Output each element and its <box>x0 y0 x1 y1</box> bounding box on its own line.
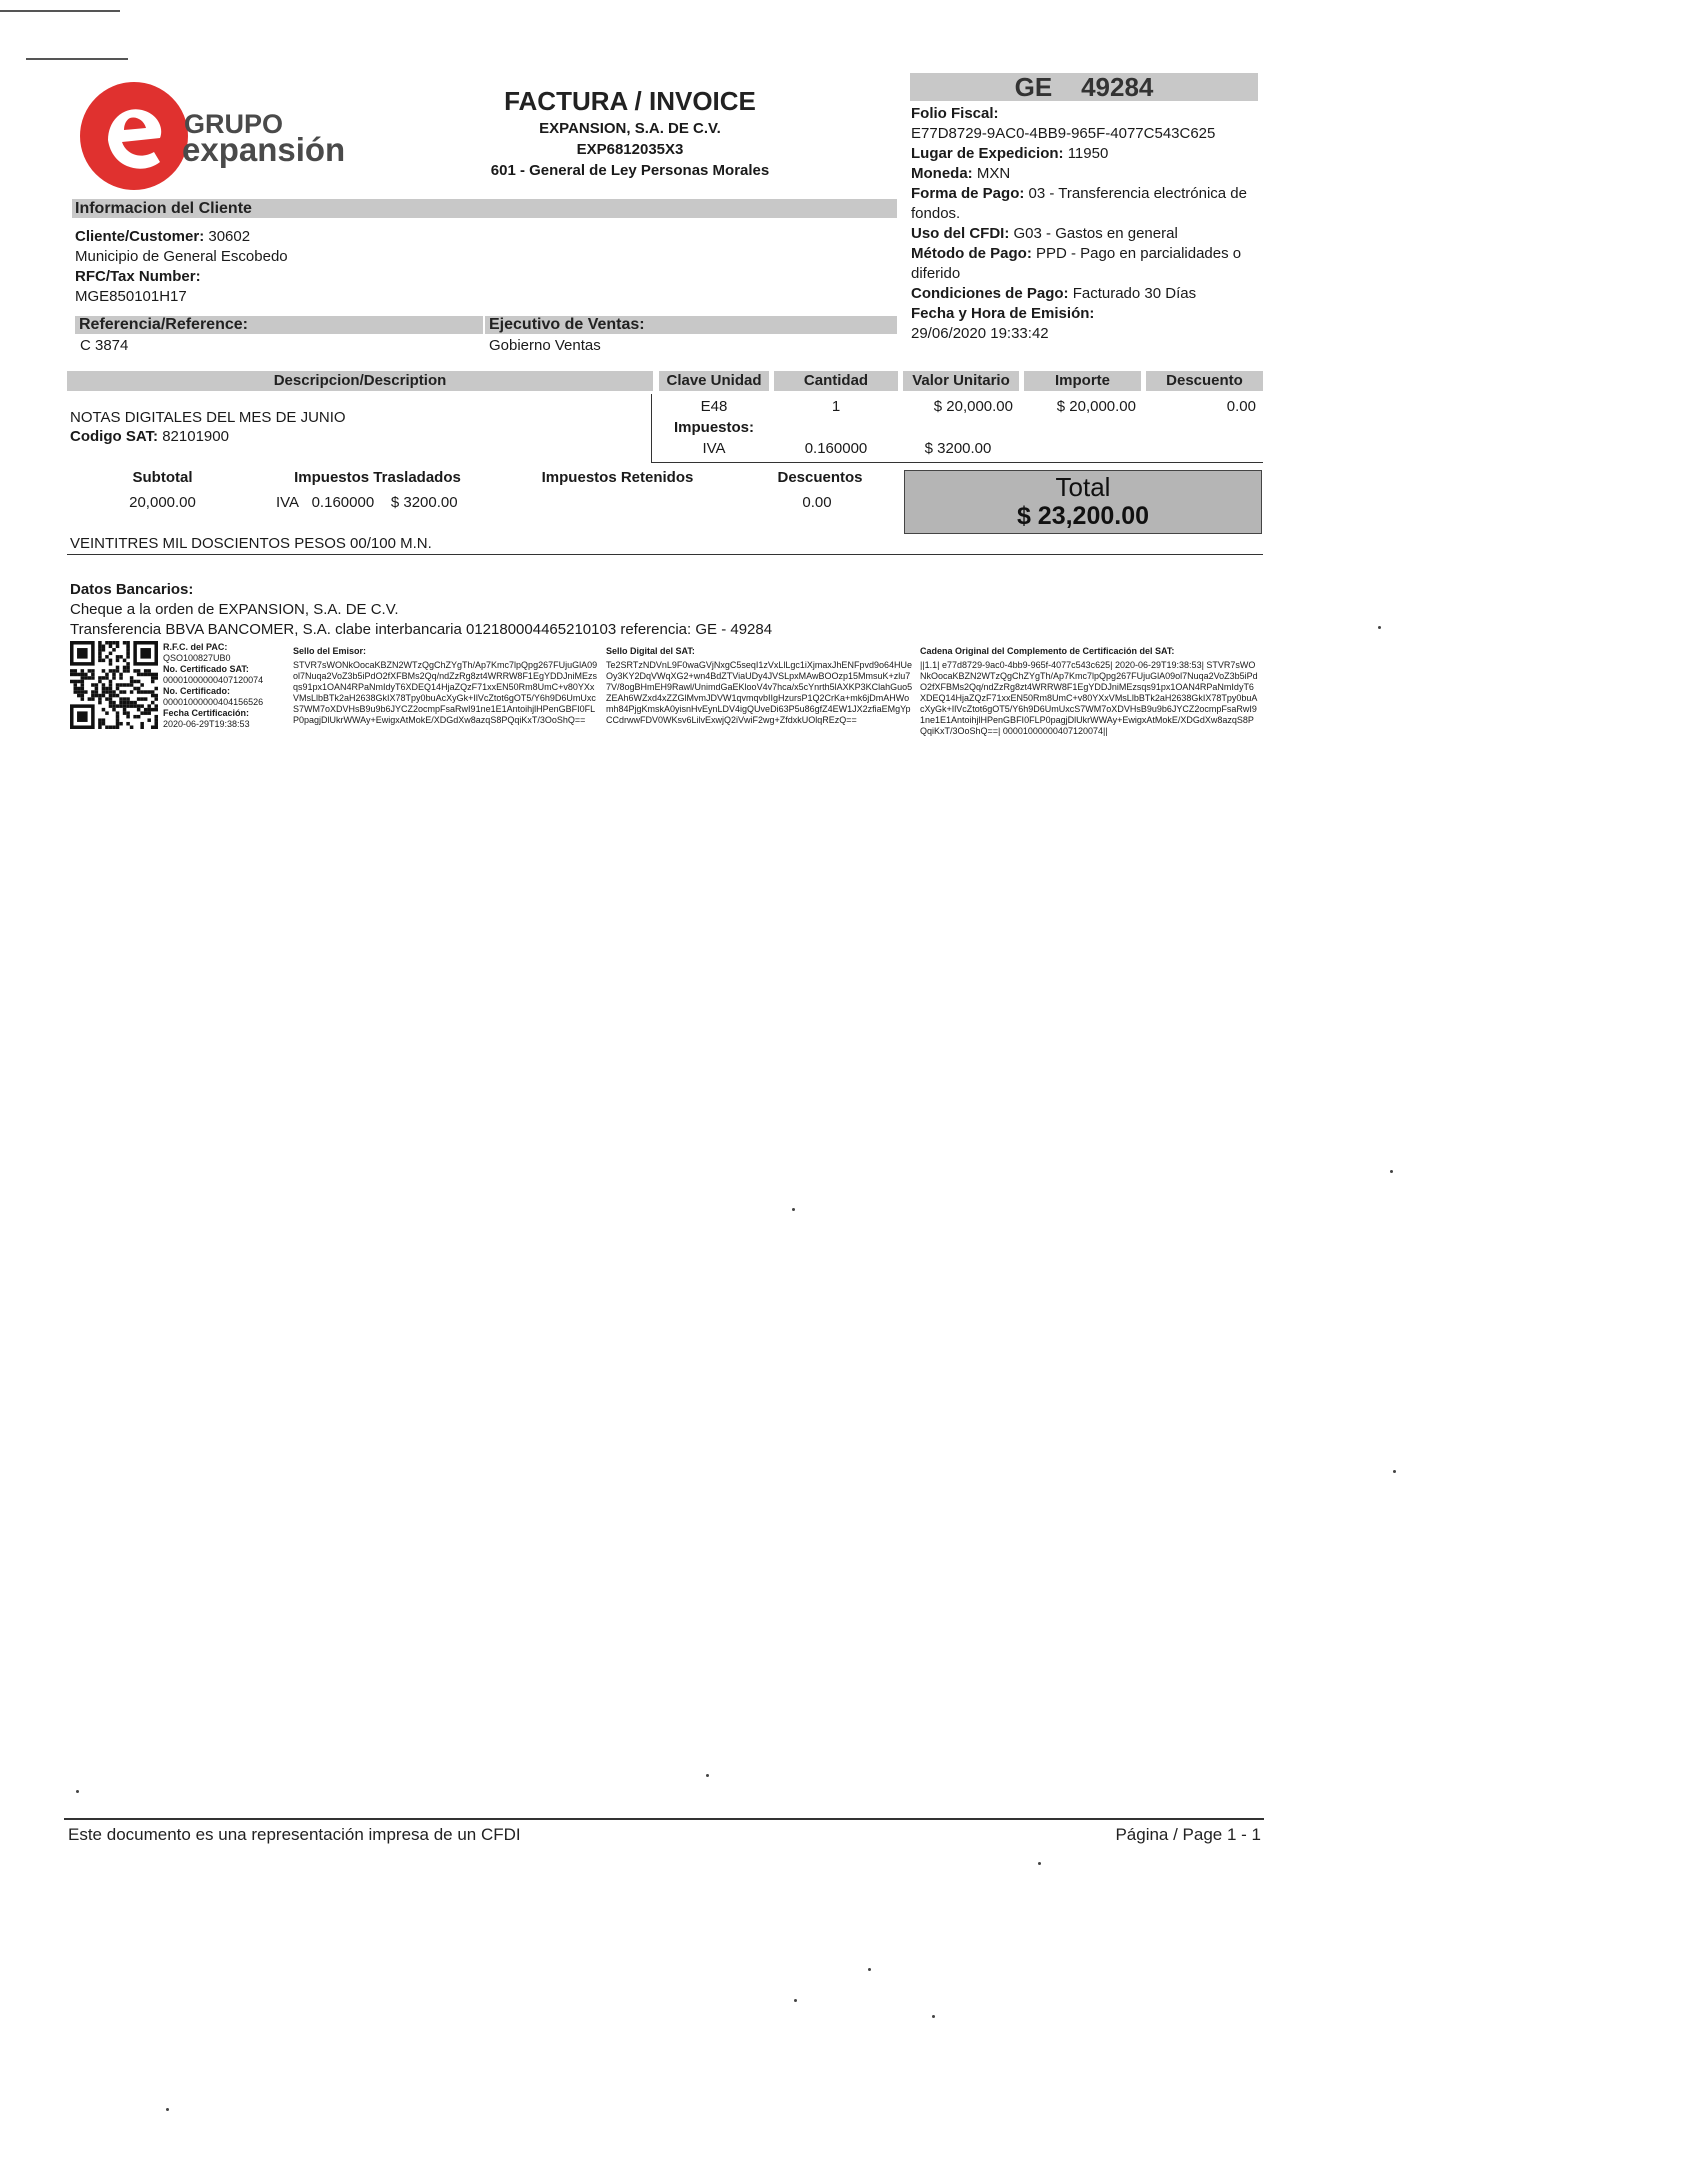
folio-number-bar <box>910 73 1258 101</box>
brand-name-line2: expansión <box>182 131 346 168</box>
bank-label: Datos Bancarios: <box>70 581 194 598</box>
subtotal-label: Subtotal <box>132 469 193 486</box>
moneda-label: Moneda: <box>911 165 973 182</box>
trasladado-importe: $ 3200.00 <box>390 494 458 511</box>
total-box <box>904 470 1262 534</box>
fiscal-details <box>911 104 1256 344</box>
cliente-details <box>75 227 495 307</box>
descuentos-value: 0.00 <box>802 494 832 511</box>
retenidos-label: Impuestos Retenidos <box>541 469 694 486</box>
cadena-original-value: ||1.1| e77d8729-9ac0-4bb9-965f-4077c543c625| 2020-06-29T19:38:53| STVR7sWONkOocaKBZN2WTzQgChZYgTh/Ap7Kmc7lpQpg267FUjuGlA09ol7Nuqa2VoZ3b5iPdO2fXFBMs2Qq/ndZzRg8zt4WRRW8F1EgYDDJniMEzsqs91px1OAN4RPaNmIdyT6XDEQ14HjaZQzF71xxEN50Rm8UmC+v80YXxVMsLlbBTk2aH2638GkIX78Tpy0buAcXyGk+IlVcZtot6gOT5/Y6h9D6UmUxcS7WM7oXDVHsB9u9b6JYCZ2ocmpFsaRwI91ne1E1AntoihjlHPenGBFI0FLP0pagjDlUkrWWAy+EwigxAtMokE/XDGdXw8azqS8PQqiKxT/3OoShQ==| 00001000000407120074|| <box>920 660 1258 736</box>
referencia-header <box>75 316 483 334</box>
cert-sat-value: 00001000000407120074 <box>163 675 264 685</box>
sello-sat-block <box>606 646 913 726</box>
referencia-value: C 3874 <box>80 337 129 354</box>
cadena-original-block <box>920 646 1258 737</box>
folio-series: GE <box>1014 72 1053 102</box>
fecha-cert-value: 2020-06-29T19:38:53 <box>163 719 250 729</box>
trasladado-nombre: IVA <box>276 494 300 511</box>
sello-emisor-block <box>293 646 600 726</box>
item-codigo-sat <box>70 427 229 447</box>
fecha-cert-label: Fecha Certificación: <box>163 708 250 718</box>
folio-number: 49284 <box>1081 72 1154 102</box>
item-impuestos-label: Impuestos: <box>673 419 754 436</box>
fecha-emision-label: Fecha y Hora de Emisión: <box>911 305 1095 322</box>
sello-sat-value: Te2SRTzNDVnL9F0waGVjNxgC5seqI1zVxLlLgc1iXjmaxJhENFpvd9o64HUeOy3KY2DqVWqXG2+wn4BdZTViaUDy4JVSLpxMAwBOOzp15MmsuK+zlu77V/8ogBHmEH9Rawl/UnimdGaEKlooV4v7hca/x5cYnrth5lAXKP3KClahGuo5ZEAh6WZxd4xZZGlMvmJDVW1qvmqvbIIgHzursP1Q2CrKa+mk6jDmAHWomh84PjgKmskA0yisnHvEynLDV4igQUveDi63P5u86gfZ4EW1JX2zfiaEMgYpCCdrwwFDV0WKsv6LilvExwjQ2iVwiF2wg+ZfdxkUOlqREzQ== <box>606 660 913 725</box>
item-valor-unitario: $ 20,000.00 <box>933 398 1013 415</box>
cliente-section-header <box>72 199 897 218</box>
col-importe: Importe <box>1024 371 1141 391</box>
fecha-emision-value: 29/06/2020 19:33:42 <box>911 325 1049 342</box>
sello-emisor-value: STVR7sWONkOocaKBZN2WTzQgChZYgTh/Ap7Kmc7lpQpg267FUjuGlA09ol7Nuqa2VoZ3b5iPdO2fXFBMs2Qq/ndZzRg8zt4WRRW8F1EgYDDJniMEzsqs91px1OAN4RPaNmIdyT6XDEQ14HjaZQzF71xxEN50Rm8UmC+v80YXxVMsLlbBTk2aH2638GkIX78Tpy0buAcXyGk+IlVcZtot6gOT5/Y6h9D6UmUxcS7WM7oXDVHsB9u9b6JYCZ2ocmpFsaRwI91ne1E1AntoihjlHPenGBFI0FLP0pagjDlUkrWWAy+EwigxAtMokE/XDGdXw8azqS8PQqiKxT/3OoShQ== <box>293 660 598 725</box>
folio-fiscal-label: Folio Fiscal: <box>911 105 999 122</box>
codigo-sat-label: Codigo SAT: <box>70 428 159 445</box>
item-impuesto-importe: $ 3200.00 <box>924 440 992 457</box>
col-valor-unitario: Valor Unitario <box>903 371 1019 391</box>
total-value: $ 23,200.00 <box>1016 502 1150 530</box>
cliente-section-title: Informacion del Cliente <box>75 200 252 217</box>
codigo-sat-value: 82101900 <box>162 428 229 445</box>
total-en-letra: VEINTITRES MIL DOSCIENTOS PESOS 00/100 M.N. <box>70 535 432 552</box>
invoice-title: FACTURA / INVOICE <box>504 86 756 116</box>
sello-sat-label: Sello Digital del SAT: <box>606 646 695 656</box>
ejecutivo-header <box>485 316 897 334</box>
forma-pago-value: 03 - Transferencia electrónica de fondos. <box>911 185 1247 222</box>
uso-cfdi-label: Uso del CFDI: <box>911 225 1010 242</box>
item-clave: E48 <box>700 398 728 415</box>
col-descripcion: Descripcion/Description <box>67 371 653 391</box>
uso-cfdi-value: G03 - Gastos en general <box>1013 225 1178 242</box>
cert-label: No. Certificado: <box>163 686 231 696</box>
trasladado-detalle <box>276 493 506 513</box>
item-descripcion: NOTAS DIGITALES DEL MES DE JUNIO <box>70 409 346 426</box>
col-descuento: Descuento <box>1146 371 1263 391</box>
issuer-regimen: 601 - General de Ley Personas Morales <box>490 162 770 179</box>
moneda-value: MXN <box>976 165 1011 182</box>
item-impuesto-tasa: 0.160000 <box>804 440 868 457</box>
bank-line-2: Transferencia BBVA BANCOMER, S.A. clabe interbancaria 012180004465210103 referencia: GE - 49284 <box>70 621 773 638</box>
metodo-pago-label: Método de Pago: <box>911 245 1032 262</box>
customer-rfc: MGE850101H17 <box>75 288 187 305</box>
issuer-company: EXPANSION, S.A. DE C.V. <box>539 120 721 137</box>
item-impuesto-nombre: IVA <box>702 440 726 457</box>
sello-emisor-label: Sello del Emisor: <box>293 646 367 656</box>
bank-details <box>70 580 1070 640</box>
item-descuento: 0.00 <box>1226 398 1256 415</box>
ejecutivo-value: Gobierno Ventas <box>489 337 601 354</box>
cert-value: 00001000000404156526 <box>163 697 264 707</box>
folio-fiscal-value: E77D8729-9AC0-4BB9-965F-4077C543C625 <box>911 125 1216 142</box>
item-divider <box>651 394 652 462</box>
issuer-rfc: EXP6812035X3 <box>576 141 684 158</box>
referencia-label: Referencia/Reference: <box>79 316 248 333</box>
cert-sat-label: No. Certificado SAT: <box>163 664 249 674</box>
cadena-original-label: Cadena Original del Complemento de Certificación del SAT: <box>920 646 1175 656</box>
grupo-expansion-logo <box>78 80 190 192</box>
lugar-label: Lugar de Expedicion: <box>911 145 1064 162</box>
items-bottom-rule <box>651 462 1263 463</box>
rfc-pac-value: QSO100827UB0 <box>163 653 231 663</box>
footer-page-number: Página / Page 1 - 1 <box>1115 1825 1261 1844</box>
brand-name-line1: GRUPO <box>184 109 284 139</box>
metodo-pago-value: PPD - Pago en parcialidades o diferido <box>911 245 1242 282</box>
lugar-value: 11950 <box>1067 145 1109 162</box>
sat-certification-info <box>163 642 288 730</box>
footer-cfdi-note: Este documento es una representación impresa de un CFDI <box>68 1825 521 1844</box>
condiciones-label: Condiciones de Pago: <box>911 285 1069 302</box>
customer-name: Municipio de General Escobedo <box>75 248 288 265</box>
trasladado-tasa: 0.160000 <box>311 494 375 511</box>
footer-rule <box>64 1818 1264 1820</box>
col-clave-unidad: Clave Unidad <box>659 371 769 391</box>
descuentos-label: Descuentos <box>777 469 863 486</box>
bank-line-1: Cheque a la orden de EXPANSION, S.A. DE C.V. <box>70 601 399 618</box>
trasladados-label: Impuestos Trasladados <box>294 469 461 486</box>
customer-label: Cliente/Customer: <box>75 228 205 245</box>
total-label: Total <box>1055 472 1111 502</box>
ejecutivo-label: Ejecutivo de Ventas: <box>489 316 645 333</box>
totals-bottom-rule <box>67 554 1263 555</box>
customer-rfc-label: RFC/Tax Number: <box>75 268 201 285</box>
item-importe: $ 20,000.00 <box>1056 398 1136 415</box>
condiciones-value: Facturado 30 Días <box>1072 285 1197 302</box>
rfc-pac-label: R.F.C. del PAC: <box>163 642 228 652</box>
subtotal-value: 20,000.00 <box>129 494 196 511</box>
qr-code <box>70 641 158 729</box>
customer-number: 30602 <box>208 228 251 245</box>
item-cantidad: 1 <box>831 398 841 415</box>
col-cantidad: Cantidad <box>774 371 898 391</box>
forma-pago-label: Forma de Pago: <box>911 185 1025 202</box>
